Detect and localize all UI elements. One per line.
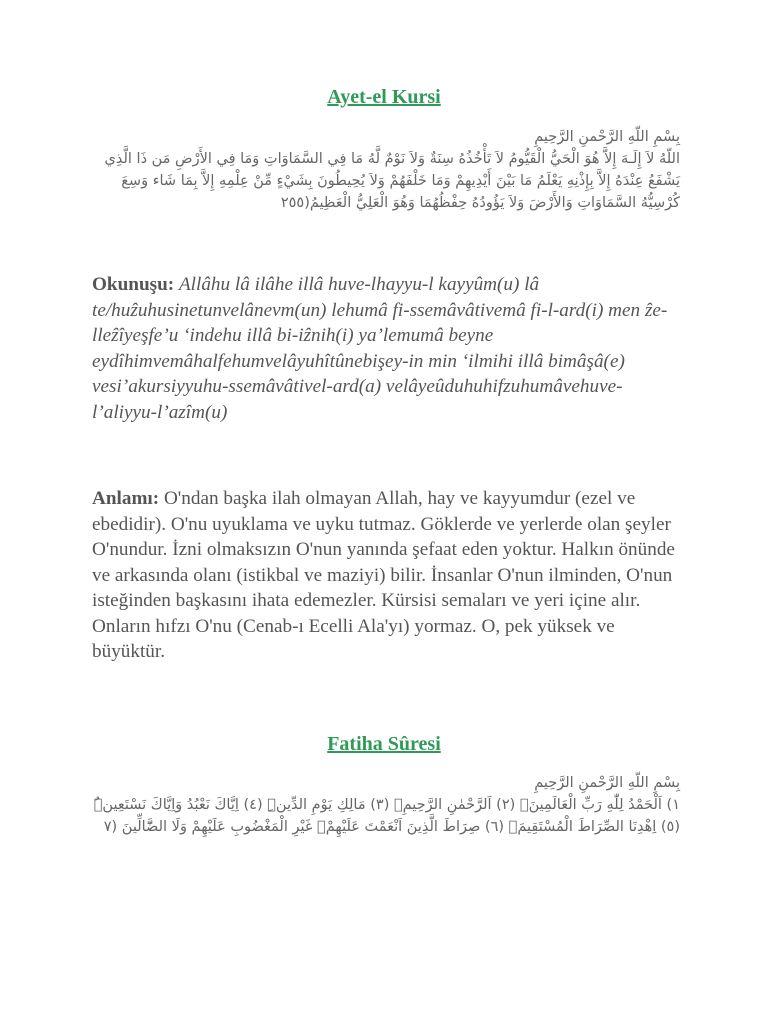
- okunusu-paragraph: [92, 272, 682, 425]
- anlami-label: Anlamı:: [92, 488, 160, 509]
- okunusu-text: Allâhu lâ ilâhe illâ huve-lhayyu-l kayyûm(u) lâ te/huẑuhusinetunvelânevm(un) lehumâ fi-ssemâvâtivemâ fi-l-ard(i) men ẑe-lleẑîyeşfe’u ‘indehu illâ bi-iẑnih(i) ya’lemumâ beyne eydîhimvemâhalfehumvelâyuhîtûnebişey-in min ‘ilmihi illâ bimâşâ(e) vesi’akursiyyuhu-ssemâvâtivel-ard(a) velâyeûduhuhifzuhumâvehuve-l’aliyyu-l’azîm(u): [92, 274, 668, 423]
- fatiha-title: Fatiha Sûresi: [327, 733, 441, 755]
- okunusu-label: Okunuşu:: [92, 274, 175, 295]
- ayet-el-kursi-arabic-text: بِسْمِ اللّهِ الرَّحْمنِ الرَّحِيمِ اللّهُ لاَ إِلَـهَ إِلاَّ هُوَ الْحَيُّ الْقَيُّومُ لاَ تَأْخُذُهُ سِنَةٌ وَلاَ نَوْمٌ لَّهُ مَا فِي السَّمَاوَاتِ وَمَا فِي الأَرْضِ مَن ذَا الَّذِي يَشْفَعُ عِنْدَهُ إِلاَّ بِإِذْنِهِ يَعْلَمُ مَا بَيْنَ أَيْدِيهِمْ وَمَا خَلْفَهُمْ وَلاَ يُحِيطُونَ بِشَيْءٍ مِّنْ عِلْمِهِ إِلاَّ بِمَا شَاء وَسِعَ كُرْسِيُّهُ السَّمَاوَاتِ وَالأَرْضَ وَلاَ يَؤُودُهُ حِفْظُهُمَا وَهُوَ الْعَلِيُّ الْعَظِيمُ(٢٥٥: [104, 129, 680, 211]
- fatiha-arabic-text: بِسْمِ اللّهِ الرَّحْمنِ الرَّحِيمِ ١) اَلْحَمْدُ لِلّٰهِ رَبِّ الْعَالَمِينَۙ (٢) اَلرَّحْمٰنِ الرَّحِيمِۙ (٣) مَالِكِ يَوْمِ الدِّينِۜ (٤) اِيَّاكَ نَعْبُدُ وَاِيَّاكَ نَسْتَعِينُۜ (٥) اِهْدِنَا الصِّرَاطَ الْمُسْتَقِيمَۙ (٦) صِرَاطَ الَّذِينَ اَنْعَمْتَ عَلَيْهِمْۙ غَيْرِ الْمَغْضُوبِ عَلَيْهِمْ وَلَا الضَّٓالِّينَ (٧: [93, 775, 680, 835]
- anlami-text: O'ndan başka ilah olmayan Allah, hay ve kayyumdur (ezel ve ebedidir). O'nu uyuklama ve uyku tutmaz. Göklerde ve yerlerde olan şeyler O'nundur. İzni olmaksızın O'nun yanında şefaat eden yoktur. Halkın önünde ve arkasında olanı (istikbal ve maziyi) bilir. İnsanlar O'nun ilminden, O'nun isteğinden başkasını ihata edemezler. Kürsisi semaları ve yeri içine alır. Onların hıfzı O'nu (Cenab-ı Ecelli Ala'yı) yormaz. O, pek yüksek ve büyüktür.: [92, 488, 675, 662]
- anlami-paragraph: [92, 486, 682, 665]
- ayet-el-kursi-title: Ayet-el Kursi: [327, 86, 441, 108]
